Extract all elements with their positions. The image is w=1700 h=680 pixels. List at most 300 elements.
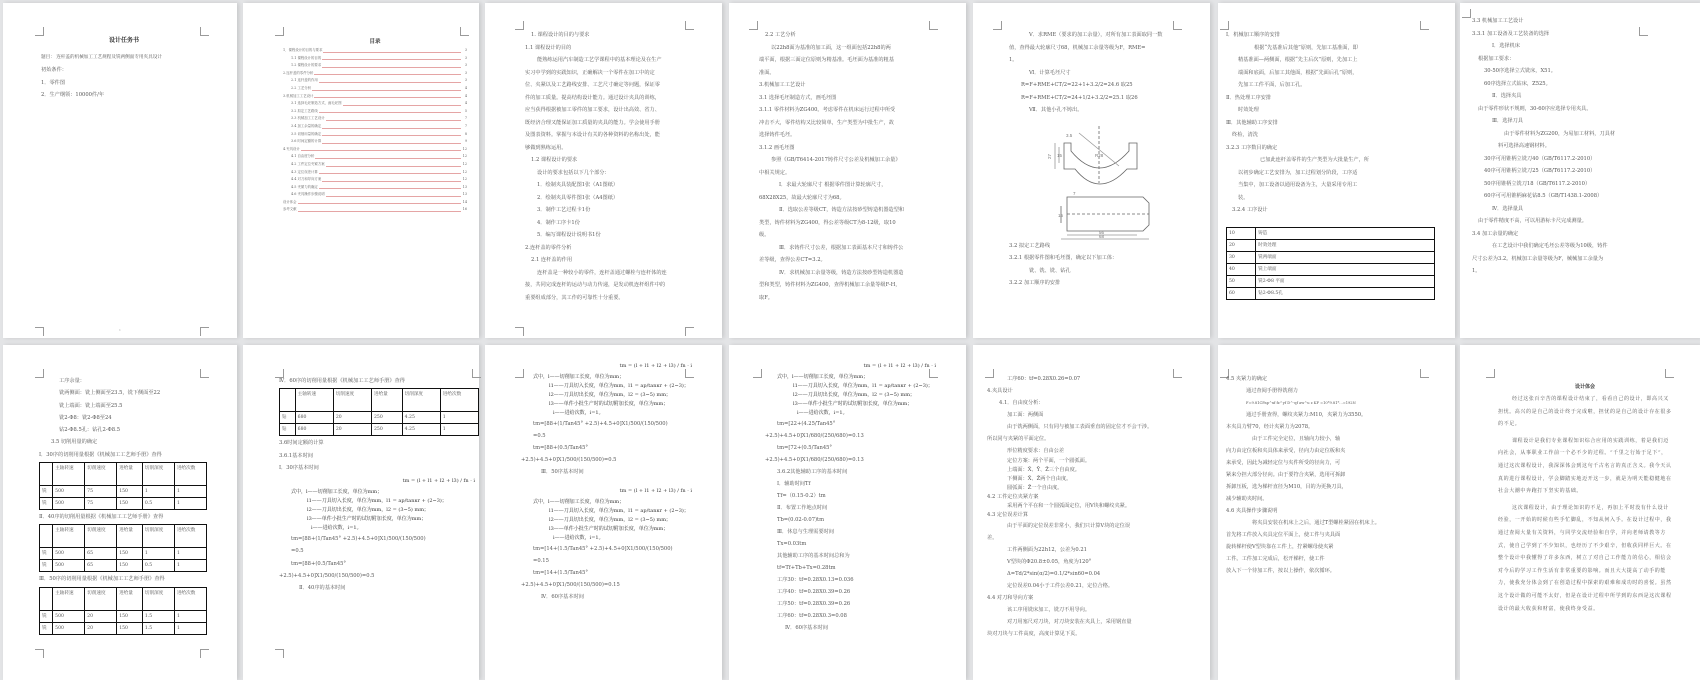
toc-page-number: 7 [464, 123, 467, 128]
table-cell: 1 [174, 560, 206, 572]
heading: 4.1．自由度分析： [999, 400, 1044, 406]
table-header-row [40, 587, 207, 610]
task-item-1: 1．零件图 [41, 79, 66, 86]
paragraph-line: 应当获得根据被加工零件的加工要求，设计出高效、省力、 [525, 107, 660, 113]
paragraph-line: Ⅶ．其他小孔不铸出。 [1029, 107, 1083, 113]
paragraph-line: 准面。 [759, 69, 775, 76]
toc-entry-label: 1.2 课程设计的要求 [291, 63, 322, 68]
table-cell: 钻 [280, 424, 296, 436]
toc-leader [314, 97, 461, 98]
paragraph-line: 位、夹紧以及工艺路线安排、工艺尺寸确定等问题，保证零 [525, 82, 660, 88]
formula-legend: 式中，l——切削加工长度，单位为mm； [777, 374, 869, 380]
page-thumbnail-5[interactable] [973, 3, 1210, 338]
toc-leader [319, 188, 461, 189]
task-topic: 题目： 连杆盖的机械加工工艺规程及铣两侧面专用夹具设计 [41, 54, 162, 60]
column-header: 切削速度 [333, 389, 371, 412]
paragraph-line: 块对刀块与工件高度，高度计算见下页。 [987, 631, 1081, 637]
time-formula: tm = (l + l1 + l2 + l3) / fn · i [863, 363, 936, 369]
heading: 3.2.4 工序设计 [1232, 207, 1268, 213]
toc-entry[interactable] [283, 138, 467, 146]
table-cell: 150 [117, 548, 143, 560]
toc-leader [315, 158, 461, 159]
page-title: 设计任务书 [108, 37, 139, 44]
paragraph-line: 紧来分担大部分径向。由于要符合夹紧，选用可拆卸 [1226, 472, 1346, 478]
formula-legend: l2——刀具切出长度，单位为mm，l2 = (3~5) mm； [549, 392, 671, 398]
formula-line: Δ=Td/2*sin(α/2)=0.1/2*sin60=0.04 [1007, 571, 1101, 577]
toc-entry[interactable] [283, 131, 467, 139]
table-row [40, 610, 207, 622]
calc-line: 工序50：tf=0.28X0.39=0.26 [777, 601, 851, 607]
heading: Ⅱ．选择夹具 [1492, 93, 1522, 99]
page-thumbnail-11[interactable] [729, 345, 966, 680]
toc-leader [343, 105, 461, 106]
toc-entry[interactable] [283, 161, 467, 169]
table-cell: 65 [85, 548, 117, 560]
paragraph-line: Ⅳ．求机械加工余量等级，铸造方法按砂型铸造机器造 [779, 269, 904, 276]
paragraph-line: 参照《GB/T6414-2017铸件尺寸公差及机械加工余量》 [771, 157, 901, 163]
table-cell: 铣 [40, 548, 53, 560]
heading: Ⅰ．30序基本时间 [279, 464, 319, 471]
paragraph-line: 工序余量： [59, 378, 85, 384]
table-cell: 500 [53, 548, 85, 560]
crop-mark [749, 21, 758, 30]
toc-leader [298, 203, 461, 204]
toc-entry[interactable] [283, 55, 467, 63]
column-header: 进给次数 [174, 525, 206, 548]
column-header: 主轴转速 [53, 463, 85, 486]
task-item-2: 2．生产纲领：10000件/年 [41, 92, 105, 98]
calc-line: tm=[88+(0.5/Tan45° [533, 445, 589, 451]
reflection-title: 设计体会 [1574, 384, 1595, 390]
paragraph-line: 30序可用锥柄立铣刀40（GB/T6117.2-2010） [1484, 155, 1596, 162]
formula-legend: l1——刀具切入长度，单位为mm，l1 = ap/tanκr + (2~3)； [549, 508, 689, 514]
paragraph-line: 中相关规定。 [759, 169, 791, 176]
toc-entry-label: 2.1 连杆盖的作用 [291, 78, 318, 83]
column-header: 主轴转速 [53, 587, 85, 610]
table-cell: 1 [174, 486, 206, 498]
toc-leader [312, 90, 461, 91]
table-cell: 150 [117, 622, 143, 634]
toc-entry-label: 3.1 选择毛坯制造方式、画毛坯图 [291, 101, 342, 106]
table-cell: 1 [174, 610, 206, 622]
toc-entry[interactable] [283, 77, 467, 85]
formula-legend: i——进给次数，i=1。 [311, 525, 362, 532]
paragraph-line: 由于平面的定位误差非常小，我们只计算V块的定位误 [1007, 523, 1131, 529]
calc-line: Tb=(0.02-0.07)tm [777, 517, 825, 523]
crop-mark [1486, 369, 1495, 378]
process-table [1226, 227, 1435, 300]
heading: Ⅲ．选择刀具 [1492, 118, 1523, 124]
heading: Ⅳ．选择量具 [1492, 205, 1524, 212]
table-of-contents [283, 47, 467, 214]
toc-page-number: 16 [462, 207, 467, 212]
table-cell: 250 [371, 412, 402, 424]
column-header: 切削深度 [402, 389, 440, 412]
toc-entry[interactable] [283, 93, 467, 101]
table-cell: 500 [53, 622, 85, 634]
formula-legend: l2——刀具切出长度，单位为mm，l2 = (3~5) mm； [793, 392, 915, 398]
calc-line: =0.5 [291, 548, 304, 555]
formula-line: F=9.81CFap^xf fz^yf D^-qf aw^u z KF =10*9.81*...=192N [1246, 401, 1356, 405]
dim-label: R28 [1095, 152, 1104, 158]
table-row [280, 424, 479, 436]
paragraph-line: 定位方案：两个平面，一个圆弧面。 [1007, 458, 1091, 464]
paragraph-line: 重要组成部分，其工作的可靠性十分重要。 [525, 294, 624, 301]
paragraph-line: 3.2.1 根据零件图和毛坯图，确定以下加工体： [1009, 255, 1118, 261]
table-cell: 铣 [40, 622, 53, 634]
calc-line: +2.5)+4.5+0]X1/680/(250/680)=0.13 [765, 457, 864, 463]
page-thumbnail-1[interactable] [3, 3, 237, 338]
heading: 3.6.2其他辅助工序的基本时间 [777, 469, 848, 475]
formula-legend: i——进给次数，i=1。 [553, 535, 604, 541]
formula-line: R=F+RME+CT/2=24+1/2+3.2/2=25.1 取26 [1021, 94, 1138, 101]
heading: Ⅱ．布置工作地点时间 [777, 505, 828, 511]
toc-leader [326, 196, 461, 197]
table-cell: 1 [440, 424, 478, 436]
heading: Ⅳ．60序基本时间 [541, 594, 584, 600]
paragraph-line: 级。 [759, 232, 770, 238]
formula-legend: l1——刀具切入长度，单位为mm，l1 = ap/tanκr + (2~3)； [549, 383, 689, 389]
table-cell: 250 [371, 424, 402, 436]
table-cell: 铣 [40, 486, 53, 498]
op-number: 40 [1227, 263, 1256, 275]
toc-leader [322, 128, 461, 129]
paragraph-line: 根据加工要求： [1478, 55, 1515, 62]
toc-page-number: 3 [464, 78, 467, 83]
column-header: 进给次数 [174, 463, 206, 486]
paragraph-line: 放入下一个待加工件，按以上操作，依次循环。 [1226, 568, 1335, 574]
toc-entry[interactable] [283, 184, 467, 192]
paragraph-line: 能熟练运用汽车制造工艺学课程中的基本理论及在生产 [537, 57, 662, 63]
toc-entry-label: 4.3 定位误差计算 [291, 169, 318, 174]
op-name: 铸造 [1256, 227, 1435, 239]
page-thumbnail-6[interactable] [1218, 3, 1455, 338]
toc-page-number: 12 [462, 161, 467, 166]
calc-line: tm=[88+(1/Tan45° +2.5)+4.5+0]X1/500/(150/500) [533, 421, 668, 427]
heading: 3.1.2 画毛坯图 [759, 144, 795, 151]
table-cell: 500 [53, 610, 85, 622]
paragraph-line: 圆弧面：Z̄一个自由度。 [1007, 485, 1063, 491]
calc-line: 工序60：tf=0.28X0.3=0.08 [777, 613, 847, 619]
toc-entry[interactable] [283, 199, 467, 207]
paragraph-line: 30-50序选择立式铣床，X51。 [1484, 68, 1556, 74]
column-header: 进给量 [117, 463, 143, 486]
paragraph-line: 铣上端面：铣上端面至25.5 [59, 402, 123, 409]
op-name: 铣两端面 [1256, 251, 1435, 263]
column-header: 切削深度 [142, 587, 174, 610]
toc-entry[interactable] [283, 100, 467, 108]
table-cell: 1 [174, 622, 206, 634]
toc-leader [319, 173, 461, 174]
toc-entry-label: 1．课程设计的目的与要求 [283, 48, 323, 52]
toc-entry-label: 4.2 工件定位夹紧方案 [291, 161, 325, 166]
column-header [280, 389, 296, 412]
table-row [1227, 287, 1435, 299]
calc-line: Tx=0.03tm [777, 541, 807, 547]
table-header-row [280, 389, 479, 412]
toc-page-number: 13 [462, 192, 467, 197]
table-cell: 20 [333, 424, 371, 436]
column-header: 进给次数 [174, 587, 206, 610]
toc-page-number: 12 [462, 169, 467, 174]
heading: 3.1 选择毛坯制造方式，画毛坯图 [759, 94, 837, 101]
table-cell: 75 [85, 498, 117, 510]
calc-line: +2.5)+4.5+0]X1/500/(150/500)=0.5 [279, 573, 375, 580]
crop-mark [35, 649, 44, 658]
time-formula: tm = (l + l1 + l2 + l3) / fn · i [619, 488, 692, 494]
dim-label: 15 [1057, 152, 1063, 158]
table-row [40, 622, 207, 634]
calc-line: 工序60：tf=0.28X0.26=0.07 [1007, 376, 1081, 382]
page-thumbnail-8[interactable] [3, 345, 237, 680]
toc-entry[interactable] [283, 206, 467, 214]
heading: 2.1 连杆盖的作用 [531, 257, 573, 263]
heading: Ⅵ．计算毛坯尺寸 [1029, 69, 1071, 76]
paragraph-line: 采用两个平在和一个圆弧面定位，用V块和螺纹夹紧。 [1007, 503, 1131, 509]
paragraph-line: 实习中学到的实践知识，正确解决一个零件在加工中的定 [525, 69, 655, 76]
paragraph-line: Ⅴ．求RME（要求的加工余量），对所有加工表面取同一数 [1029, 32, 1163, 38]
paragraph-line: Ⅱ．选取公差等级CT，铸造方法按砂型铸造机器造型和 [779, 207, 905, 213]
paragraph-line: 由于零件材料为ZG200，为易加工材料，刀具材 [1504, 130, 1616, 137]
page-thumbnail-9[interactable] [243, 345, 479, 680]
paragraph-line: 形位精度要求：自由公差 [1007, 448, 1065, 454]
page-thumbnail-12[interactable] [973, 345, 1210, 680]
table-cell: 20 [333, 412, 371, 424]
crop-mark [515, 21, 524, 30]
paragraph-line: 件的加工质量。提高结构设计能力。通过设计夹具的训练， [525, 94, 660, 101]
heading: 4.5 夹紧力的确定 [1226, 376, 1268, 382]
column-header: 进给量 [371, 389, 402, 412]
paragraph-line: 由于铣两侧面，只有同与被加工表面垂直的固定位才不会干涉。 [1007, 424, 1153, 430]
dim-label: 68 [1099, 233, 1105, 239]
paragraph-line: 来承受，因此为减轻定位与夹件所受的径向力，可 [1226, 460, 1341, 466]
page-thumbnail-2[interactable] [243, 3, 479, 338]
column-header [40, 525, 53, 548]
heading: 2.2 工艺分析 [765, 32, 796, 38]
table-cell: 20 [85, 610, 117, 622]
paragraph-line: 接，共同完成连杆的运动与动力传递，是发动机连杆组件中的 [525, 282, 666, 288]
formula-legend: l3——单件小批生产时的试切附加长度，单位为mm； [307, 516, 427, 523]
table-cell: 1 [142, 548, 174, 560]
toc-entry[interactable] [283, 146, 467, 154]
toc-entry[interactable] [283, 108, 467, 116]
toc-page-number: 3 [464, 48, 467, 52]
paragraph-line: 其他辅助工序的基本时间总和为 [777, 553, 850, 559]
toc-page-number: 12 [462, 146, 467, 151]
paragraph-line: 已加此连杆盖零件的生产类型为大批量生产，所 [1260, 157, 1369, 163]
toc-leader [322, 181, 461, 182]
toc-entry[interactable] [283, 47, 467, 55]
heading: 1.1 课程设计的目的 [525, 44, 572, 51]
paragraph-line: 下侧面：X̄、Z̄两个自由度。 [1007, 476, 1072, 482]
heading: Ⅰ．机械加工顺序的安排 [1226, 32, 1280, 38]
time-formula: tm = (l + l1 + l2 + l3) / fn · i [619, 363, 692, 369]
toc-entry-label: 3.5 切削用量的确定 [291, 131, 322, 136]
table-cell: 150 [117, 560, 143, 572]
paragraph-line: 精基准面—两侧面，根据“先主后次”原则，先加工上 [1238, 57, 1358, 63]
paragraph-line: 设计的要求包括以下几个部分： [537, 169, 610, 176]
page-thumbnail-13[interactable] [1218, 345, 1455, 680]
paragraph-line: 由于工件完全定位，且轴向力较小，轴 [1252, 436, 1341, 442]
casting-blank-drawing-icon [1009, 121, 1189, 239]
table-cell: 0.5 [142, 560, 174, 572]
paragraph-line: 差。 [987, 535, 998, 541]
formula-line: R=F+RME+CT/2=22+1+3.2/2=24.6 取25 [1021, 82, 1133, 88]
table-row [40, 560, 207, 572]
time-formula: tm = (l + l1 + l2 + l3) / fn · i [402, 478, 475, 485]
paragraph-line: 本夹具力臂70，经计夹紧力为2078。 [1226, 424, 1314, 430]
page-thumbnail-10[interactable] [485, 345, 722, 680]
toc-entry-label: 3.2 拟定工艺路线 [291, 108, 318, 113]
heading: 3.机械加工工艺设计 [759, 82, 806, 88]
table-row [40, 498, 207, 510]
calc-line: tm=[72+(0.5/Tan45° [777, 445, 833, 451]
toc-leader [314, 74, 461, 75]
table-cell: 65 [85, 560, 117, 572]
toc-entry[interactable] [283, 123, 467, 131]
crop-mark [753, 369, 762, 378]
paragraph-line: 3.1.1 零件材料为ZG400。考虑零件在机床运行过程中所受 [759, 107, 896, 113]
toc-entry[interactable] [283, 153, 467, 161]
paragraph-line: 拆卸压板，选为梯杆直径为M10，目的为更换刀具， [1226, 484, 1347, 490]
cutting-table [39, 524, 207, 572]
column-header: 进给量 [117, 587, 143, 610]
paragraph-line: Ⅲ．求铸件尺寸公差，根据加工表面基本尺寸和铸件公 [779, 244, 904, 251]
toc-entry[interactable] [283, 62, 467, 70]
paragraph-line: 旋转梯杆使V型块靠在工件上，拧紧螺母使夹紧 [1226, 544, 1334, 550]
column-header: 切削深度 [142, 525, 174, 548]
list-item: 4．制作工序卡1份 [537, 219, 580, 226]
formula-legend: l3——单件小批生产时的试切附加长度，单位为mm； [793, 401, 913, 407]
table-cell: 1.5 [142, 610, 174, 622]
toc-page-number: 5 [464, 108, 467, 113]
column-header: 进给次数 [440, 389, 478, 412]
paragraph-line: 端平面，根据三面定位原则为精基准。毛坯面为基准的粗基 [759, 57, 894, 63]
reflection-paragraph-2: 课程设计是我们专业课程知识综合应用的实践训练，着是我们迈向社会，从事职业工作前一个必不少的过程。“千里之行始于足下”，通过这次课程设计，我深深体会到这句千古名言的真正含义。我今天认真的进行课程设计，学会脚踏实地迈开这一步，就是为明天能稳健地在社会大潮中奔跑打下坚实的基础。 [1498, 437, 1672, 495]
calc-line: +2.5)+4.5+0]X1/680/(250/680)=0.13 [765, 433, 864, 439]
toc-entry-label: 4.4 对刀和导向方案 [291, 177, 322, 182]
paragraph-line: 终检，清洗 [1232, 132, 1258, 138]
toc-entry[interactable] [283, 191, 467, 199]
toc-entry[interactable] [283, 176, 467, 184]
toc-entry[interactable] [283, 115, 467, 123]
paragraph-line: 料可选择高速钢材料。 [1498, 143, 1550, 149]
column-header [40, 463, 53, 486]
table-cell: 1 [174, 498, 206, 510]
toc-entry[interactable] [283, 70, 467, 78]
calc-line: 工序40：tf=0.28X0.39=0.26 [777, 589, 851, 595]
paragraph-line: 由于零件形状不规则，30-60序应选择专用夹具。 [1478, 105, 1592, 112]
calc-line: tm=[14+(1.5/Tan45° [533, 570, 589, 576]
calc-line: tf=Tf+Tb+Tx=0.28tm [777, 565, 836, 571]
toc-page-number: 8 [464, 131, 467, 136]
paragraph-line: 所以同与夹紧的平面定位。 [987, 436, 1050, 442]
op-name: 铣上端面 [1256, 263, 1435, 275]
blank-part-drawing [1009, 121, 1180, 239]
paragraph-line: 通过查阅手册得铣削力 [1246, 388, 1298, 394]
toc-entry-label: 4.1 自由度分析 [291, 154, 315, 159]
calc-line: tm=[88+(1/Tan45° +2.5)+4.5+0]X1/500/(150/500) [291, 536, 426, 543]
cutting-parameter-tables [39, 449, 207, 635]
heading: 3.2.2 加工顺序的安排 [1009, 280, 1061, 286]
calc-line: =0.5 [533, 433, 546, 439]
paragraph-line: 定位误差0.04小于工件公差0.21，定位合格。 [1007, 583, 1114, 589]
column-header: 进给量 [117, 525, 143, 548]
heading: 3.5 切削用量的确定 [51, 439, 98, 446]
paragraph-line: 先加工工件平面，后加工孔。 [1238, 82, 1306, 88]
table-cell: 1.5 [142, 622, 174, 634]
table-row [40, 486, 207, 498]
heading: Ⅲ．休息与生理需要时间 [777, 529, 834, 535]
crop-mark [200, 649, 209, 658]
op-number: 10 [1227, 227, 1256, 239]
paragraph-line: 铣、铣、铣、钻孔 [1029, 267, 1071, 274]
heading: 4.夹具设计 [987, 388, 1013, 394]
table-header-row [40, 525, 207, 548]
heading: 4.4 对刀和导向方案 [987, 595, 1034, 601]
formula-legend: 式中，l——切削加工长度，单位为mm； [533, 499, 625, 505]
page-thumbnail-7[interactable] [1460, 3, 1700, 338]
toc-entry[interactable] [283, 169, 467, 177]
crop-mark [1462, 9, 1471, 18]
table-cell: 500 [53, 560, 85, 572]
table-cell: 铣 [40, 610, 53, 622]
table-cell: 150 [117, 486, 143, 498]
calc-line: Tf=（0.15-0.2）tm [777, 493, 826, 499]
table-cell: 500 [53, 498, 85, 510]
paragraph-line: 60序可可用锥柄麻花钻8.5（GB/T1438.1-2008） [1484, 193, 1603, 199]
toc-leader [322, 59, 461, 60]
paragraph-line: 够做到熟练运用。 [525, 144, 567, 151]
toc-page-number: 13 [462, 184, 467, 189]
toc-entry-label: 3.6 时间定额的计算 [291, 139, 322, 144]
toc-entry-label: 2.2 工艺分析 [291, 85, 312, 90]
page-thumbnail-14[interactable] [1460, 345, 1700, 680]
paragraph-line: 尺寸公差为3.2。机械加工余量等级为F，械械加工余量为 [1472, 255, 1604, 262]
table-row [280, 412, 479, 424]
calc-line: tm=[88+(0.5/Tan45° [291, 560, 347, 567]
calc-line: =0.15 [533, 558, 549, 564]
paragraph-line: 以22h8面为基准的加工面，这一组面包括22h8的两 [771, 44, 891, 51]
page-thumbnail-3[interactable] [485, 3, 722, 338]
toc-entry-label: 1.1 课程设计的目的 [291, 55, 322, 60]
paragraph-line: 1。 [1472, 268, 1481, 274]
heading: 3.6时间定额的计算 [279, 440, 324, 447]
formula-legend: i——进给次数，i=1。 [553, 410, 604, 416]
paragraph-line: 通过手册查得，螺纹夹紧力:M10，夹紧力为3550。 [1246, 412, 1367, 418]
page-thumbnail-4[interactable] [729, 3, 966, 338]
heading: 3.2 拟定工艺路线 [1009, 242, 1051, 249]
heading: Ⅰ．辅助时间Tf [777, 481, 811, 487]
paragraph-line: 以初步确定工艺安排为，加工过程划分阶段，工序适 [1238, 169, 1358, 176]
list-item: 3．制作工艺过程卡1份 [537, 207, 591, 213]
paragraph-line: 工件。工件加工完成后，松开梯杆，使工件 [1226, 556, 1325, 562]
table-cell: 680 [295, 412, 333, 424]
toc-page-number: 3 [464, 63, 467, 68]
paragraph-line: 加工面：两侧面 [1007, 412, 1044, 418]
paragraph-line: 当集中，加工设备以通用设备为主，大量采用专用工 [1238, 182, 1358, 188]
table-cell: 1 [174, 548, 206, 560]
table-cell: 680 [295, 424, 333, 436]
toc-page-number: 4 [464, 101, 467, 106]
toc-entry[interactable] [283, 85, 467, 93]
formula-legend: l3——单件小批生产时的试切附加长度，单位为mm； [549, 401, 669, 407]
heading: 4.2 工件定位夹紧方案 [987, 494, 1039, 500]
table-caption: Ⅱ．40序的切削用量根据《机械加工工艺师手册》查得 [39, 514, 164, 521]
table-cell: 4.25 [402, 412, 440, 424]
page-number: 1 [119, 328, 121, 332]
table-cell: 铣 [40, 498, 53, 510]
